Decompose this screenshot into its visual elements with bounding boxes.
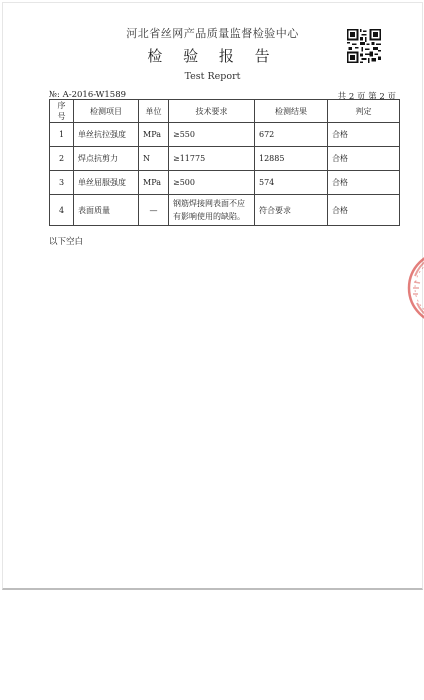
header-verdict: 判定 — [328, 100, 400, 123]
row-result: 574 — [255, 171, 328, 195]
table-row — [50, 147, 400, 171]
row-unit: MPa — [139, 171, 169, 195]
results-table — [49, 99, 400, 226]
header-unit: 单位 — [139, 100, 169, 123]
header-item: 检测项目 — [74, 100, 139, 123]
row-unit: N — [139, 147, 169, 171]
row-no: 3 — [50, 171, 74, 195]
report-number: №: A-2016-W1589 — [49, 90, 127, 100]
row-requirement: ≥500 — [169, 171, 255, 195]
table-row — [50, 171, 400, 195]
row-result: 12885 — [255, 147, 328, 171]
report-title: 检 验 报 告 — [147, 47, 278, 65]
row-requirement: ≥11775 — [169, 147, 255, 171]
blank-below-note: 以下空白 — [49, 237, 84, 247]
header-requirement: 技术要求 — [169, 100, 255, 123]
row-item: 单丝抗拉强度 — [74, 123, 139, 147]
row-result: 符合要求 — [255, 195, 328, 226]
header-result: 检测结果 — [255, 100, 328, 123]
page-info: 共 2 页 第 2 页 — [337, 92, 396, 102]
row-verdict: 合格 — [328, 123, 400, 147]
row-no: 2 — [50, 147, 74, 171]
row-unit: — — [139, 195, 169, 226]
row-verdict: 合格 — [328, 171, 400, 195]
row-item: 焊点抗剪力 — [74, 147, 139, 171]
organization-name: 河北省丝网产品质量监督检验中心 — [126, 27, 299, 40]
row-no: 1 — [50, 123, 74, 147]
table-header-row — [50, 100, 400, 123]
report-subtitle: Test Report — [184, 71, 241, 82]
row-item: 单丝屈服强度 — [74, 171, 139, 195]
table-row — [50, 195, 400, 226]
row-verdict: 合格 — [328, 147, 400, 171]
header-no: 序号 — [50, 100, 74, 123]
report-page — [2, 2, 423, 590]
row-unit: MPa — [139, 123, 169, 147]
qr-code-icon — [347, 29, 381, 63]
row-item: 表面质量 — [74, 195, 139, 226]
row-result: 672 — [255, 123, 328, 147]
row-no: 4 — [50, 195, 74, 226]
official-seal — [405, 248, 424, 328]
row-verdict: 合格 — [328, 195, 400, 226]
row-requirement: ≥550 — [169, 123, 255, 147]
row-requirement: 钢筋焊接网表面不应有影响使用的缺陷。 — [169, 195, 255, 226]
table-row — [50, 123, 400, 147]
